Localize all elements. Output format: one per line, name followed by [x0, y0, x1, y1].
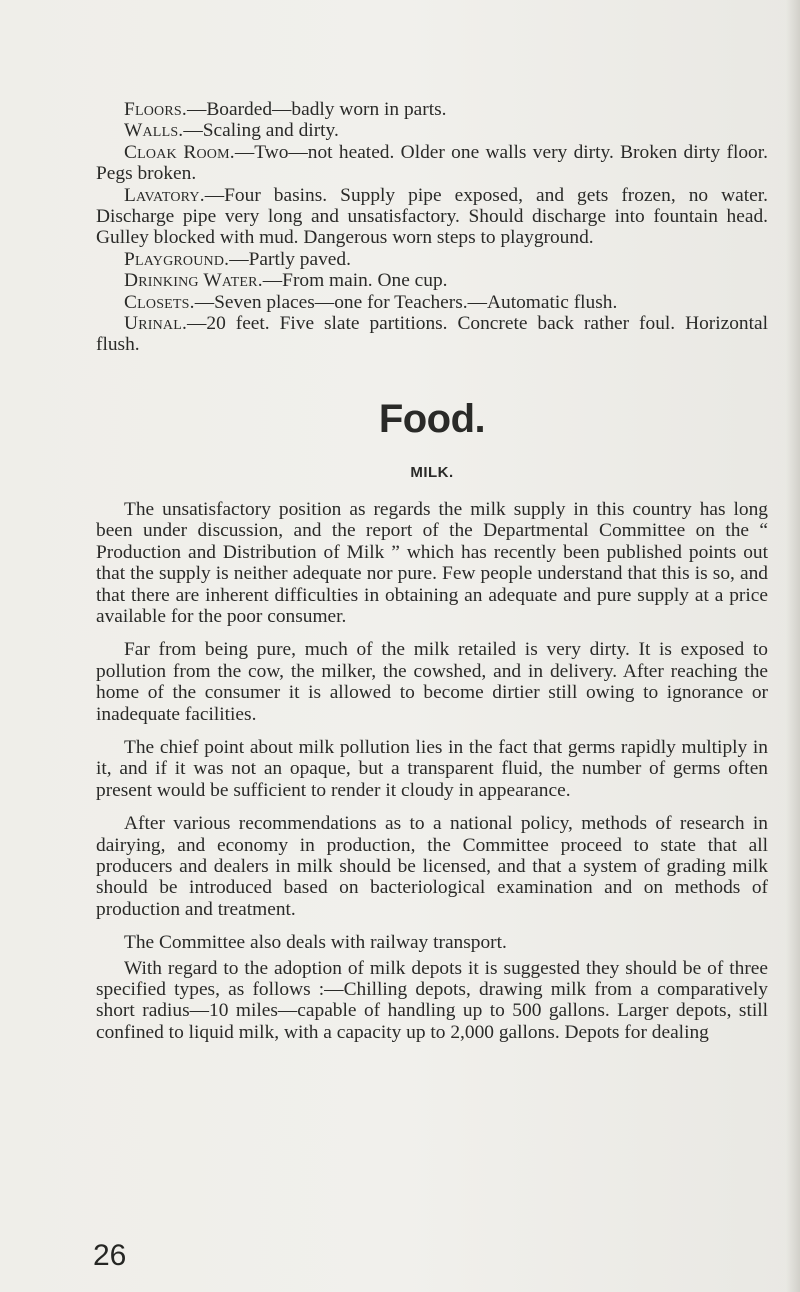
- item-text: —20 feet. Five slate partitions. Concrete back rather foul. Horizontal flush.: [96, 313, 768, 356]
- item-text: —Four basins. Supply pipe exposed, and gets frozen, no water. Discharge pipe very long and unsatisfactory. Should discharge into fountain head. Gulley blocked with mud. Dangerous worn steps to playground.: [96, 184, 768, 249]
- section-title: Food.: [378, 396, 486, 441]
- page-body: [96, 99, 768, 1055]
- item-heading: Closets.: [124, 291, 195, 313]
- list-item: [96, 142, 768, 185]
- item-heading: Drinking Water.: [124, 270, 263, 292]
- item-heading: Cloak Room.: [124, 141, 235, 163]
- item-text: —Boarded—badly worn in parts.: [186, 99, 447, 120]
- item-heading: Playground.: [124, 248, 230, 270]
- item-text: —Scaling and dirty.: [183, 120, 339, 142]
- scan-edge-shadow: [786, 0, 800, 1292]
- inspection-list: [96, 99, 768, 356]
- section-subtitle: MILK.: [410, 463, 454, 481]
- item-heading: Lavatory.: [124, 184, 205, 206]
- page-number: 26: [93, 1239, 127, 1272]
- paragraph: The chief point about milk pollution lies in the fact that germs rapidly multiply in it, and if it was not an opaque, but a transparent fluid, the number of germs often present would be sufficient to render it cloudy in appearance.: [96, 736, 768, 801]
- item-heading: Urinal.: [124, 313, 188, 335]
- paragraph: After various recommendations as to a national policy, methods of research in dairying, and economy in production, the Committee proceed to state that all producers and dealers in milk should be licensed, and that a system of grading milk should be introduced based on bacteriological examination and on methods of production and treatment.: [96, 813, 768, 920]
- paragraph: Far from being pure, much of the milk retailed is very dirty. It is exposed to pollution from the cow, the milker, the cowshed, and in delivery. After reaching the home of the consumer it is allowed to become dirtier still owing to ignorance or inadequate facilities.: [96, 639, 768, 725]
- list-item: [96, 249, 768, 270]
- paragraph: The Committee also deals with railway transport.: [124, 932, 507, 954]
- item-text: —Seven places—one for Teachers.—Automatic flush.: [194, 291, 618, 313]
- item-text: —From main. One cup.: [262, 270, 448, 292]
- item-text: —Partly paved.: [229, 248, 351, 270]
- list-item: [96, 270, 768, 291]
- list-item: [96, 292, 768, 313]
- item-heading: Walls.: [124, 120, 184, 142]
- list-item: [96, 99, 768, 120]
- list-item: [96, 185, 768, 249]
- paragraph: The unsatisfactory position as regards the milk supply in this country has long been under discussion, and the report of the Departmental Committee on the “ Production and Distribution of Milk ” which has recently been published points out that the supply is neither adequate nor pure. Few people understand that this is so, and that there are inherent difficulties in obtaining an adequate and pure supply at a price available for the poor consumer.: [96, 498, 768, 627]
- list-item: [96, 313, 768, 356]
- paragraph: With regard to the adoption of milk depots it is suggested they should be of three specified types, as follows :—Chilling depots, drawing milk from a comparatively short radius—10 miles—capable of handling up to 500 gallons. Larger depots, still confined to liquid milk, with a capacity up to 2,000 gallons. Depots for dealing: [96, 957, 768, 1043]
- list-item: [96, 120, 768, 141]
- item-heading: Floors.: [124, 99, 187, 120]
- item-text: —Two—not heated. Older one walls very dirty. Broken dirty floor. Pegs broken.: [96, 141, 768, 185]
